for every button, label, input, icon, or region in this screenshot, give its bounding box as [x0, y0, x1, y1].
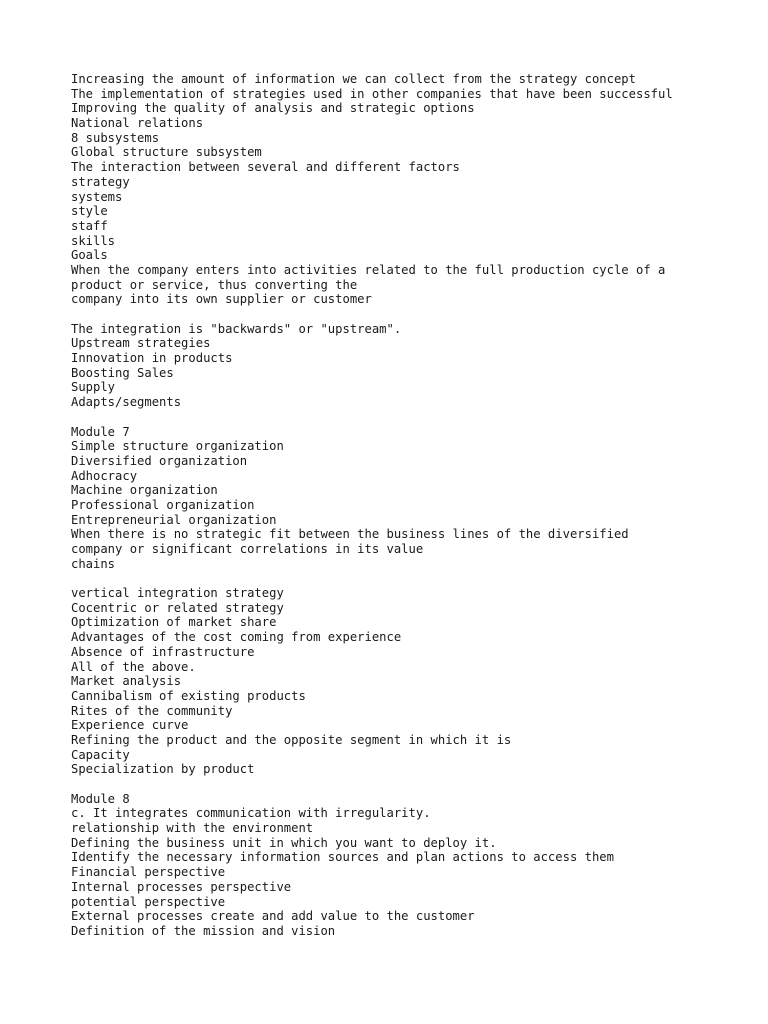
text-line: Definition of the mission and vision — [71, 923, 336, 938]
text-line: Adhocracy — [71, 468, 138, 483]
text-line: Defining the business unit in which you want to deploy it. — [71, 835, 497, 850]
text-line: style — [71, 204, 108, 219]
text-line: The interaction between several and different factors — [71, 160, 460, 175]
section-4 — [71, 586, 761, 777]
text-line: When there is no strategic fit between the business lines of the diversified — [71, 527, 629, 542]
text-line: The implementation of strategies used in other companies that have been successful — [71, 86, 673, 101]
blank-line — [71, 777, 761, 792]
text-line: Specialization by product — [71, 762, 255, 777]
text-line: Internal processes perspective — [71, 879, 292, 894]
text-line: Increasing the amount of information we can collect from the strategy concept — [71, 72, 636, 86]
text-line: skills — [71, 233, 116, 248]
text-line: Innovation in products — [71, 351, 233, 366]
text-line: vertical integration strategy — [71, 586, 284, 601]
text-line: company or significant correlations in its value — [71, 542, 424, 556]
document-page — [71, 72, 761, 939]
text-line: strategy — [71, 174, 130, 189]
text-line: Improving the quality of analysis and strategic options — [71, 101, 475, 116]
text-line: systems — [71, 189, 123, 204]
section-module-8 — [71, 792, 761, 939]
text-line: Entrepreneurial organization — [71, 512, 277, 527]
section-2 — [71, 322, 761, 410]
text-line: Financial perspective — [71, 865, 226, 880]
blank-line — [71, 410, 761, 425]
text-line: Upstream strategies — [71, 336, 211, 351]
text-line: Supply — [71, 380, 116, 395]
text-line: potential perspective — [71, 894, 226, 909]
text-line: Boosting Sales — [71, 365, 174, 380]
text-line: Market analysis — [71, 674, 182, 689]
text-line: Professional organization — [71, 497, 255, 512]
text-line: Capacity — [71, 747, 130, 762]
text-line: company into its own supplier or customer — [71, 292, 372, 307]
text-line: Machine organization — [71, 483, 218, 498]
text-line: staff — [71, 218, 108, 233]
module-heading: Module 7 — [71, 424, 130, 439]
blank-line — [71, 307, 761, 322]
text-line: Rites of the community — [71, 703, 233, 718]
text-line: Adapts/segments — [71, 395, 182, 410]
text-line: Experience curve — [71, 718, 189, 733]
module-heading: Module 8 — [71, 791, 130, 806]
text-line: The integration is "backwards" or "upstream". — [71, 321, 402, 336]
text-line: Identify the necessary information sources and plan actions to access them — [71, 850, 614, 865]
blank-line — [71, 571, 761, 586]
text-line: National relations — [71, 116, 204, 131]
text-line: product or service, thus converting the — [71, 277, 358, 292]
text-line: Advantages of the cost coming from experience — [71, 630, 402, 645]
text-line: Goals — [71, 248, 108, 263]
text-line: Cannibalism of existing products — [71, 688, 306, 703]
text-line: relationship with the environment — [71, 821, 314, 836]
text-line: chains — [71, 556, 116, 571]
text-line: Optimization of market share — [71, 615, 277, 630]
section-1 — [71, 72, 761, 307]
text-line: All of the above. — [71, 659, 196, 674]
text-line: Global structure subsystem — [71, 145, 262, 160]
text-line: External processes create and add value to the customer — [71, 909, 475, 924]
text-line: Diversified organization — [71, 453, 248, 468]
text-line: When the company enters into activities related to the full production cycle of a — [71, 262, 666, 277]
text-line: c. It integrates communication with irregularity. — [71, 806, 431, 821]
text-line: 8 subsystems — [71, 130, 160, 145]
text-line: Cocentric or related strategy — [71, 600, 284, 615]
text-line: Simple structure organization — [71, 439, 284, 454]
text-line: Refining the product and the opposite segment in which it is — [71, 732, 512, 747]
text-line: Absence of infrastructure — [71, 644, 255, 659]
section-module-7 — [71, 425, 761, 572]
